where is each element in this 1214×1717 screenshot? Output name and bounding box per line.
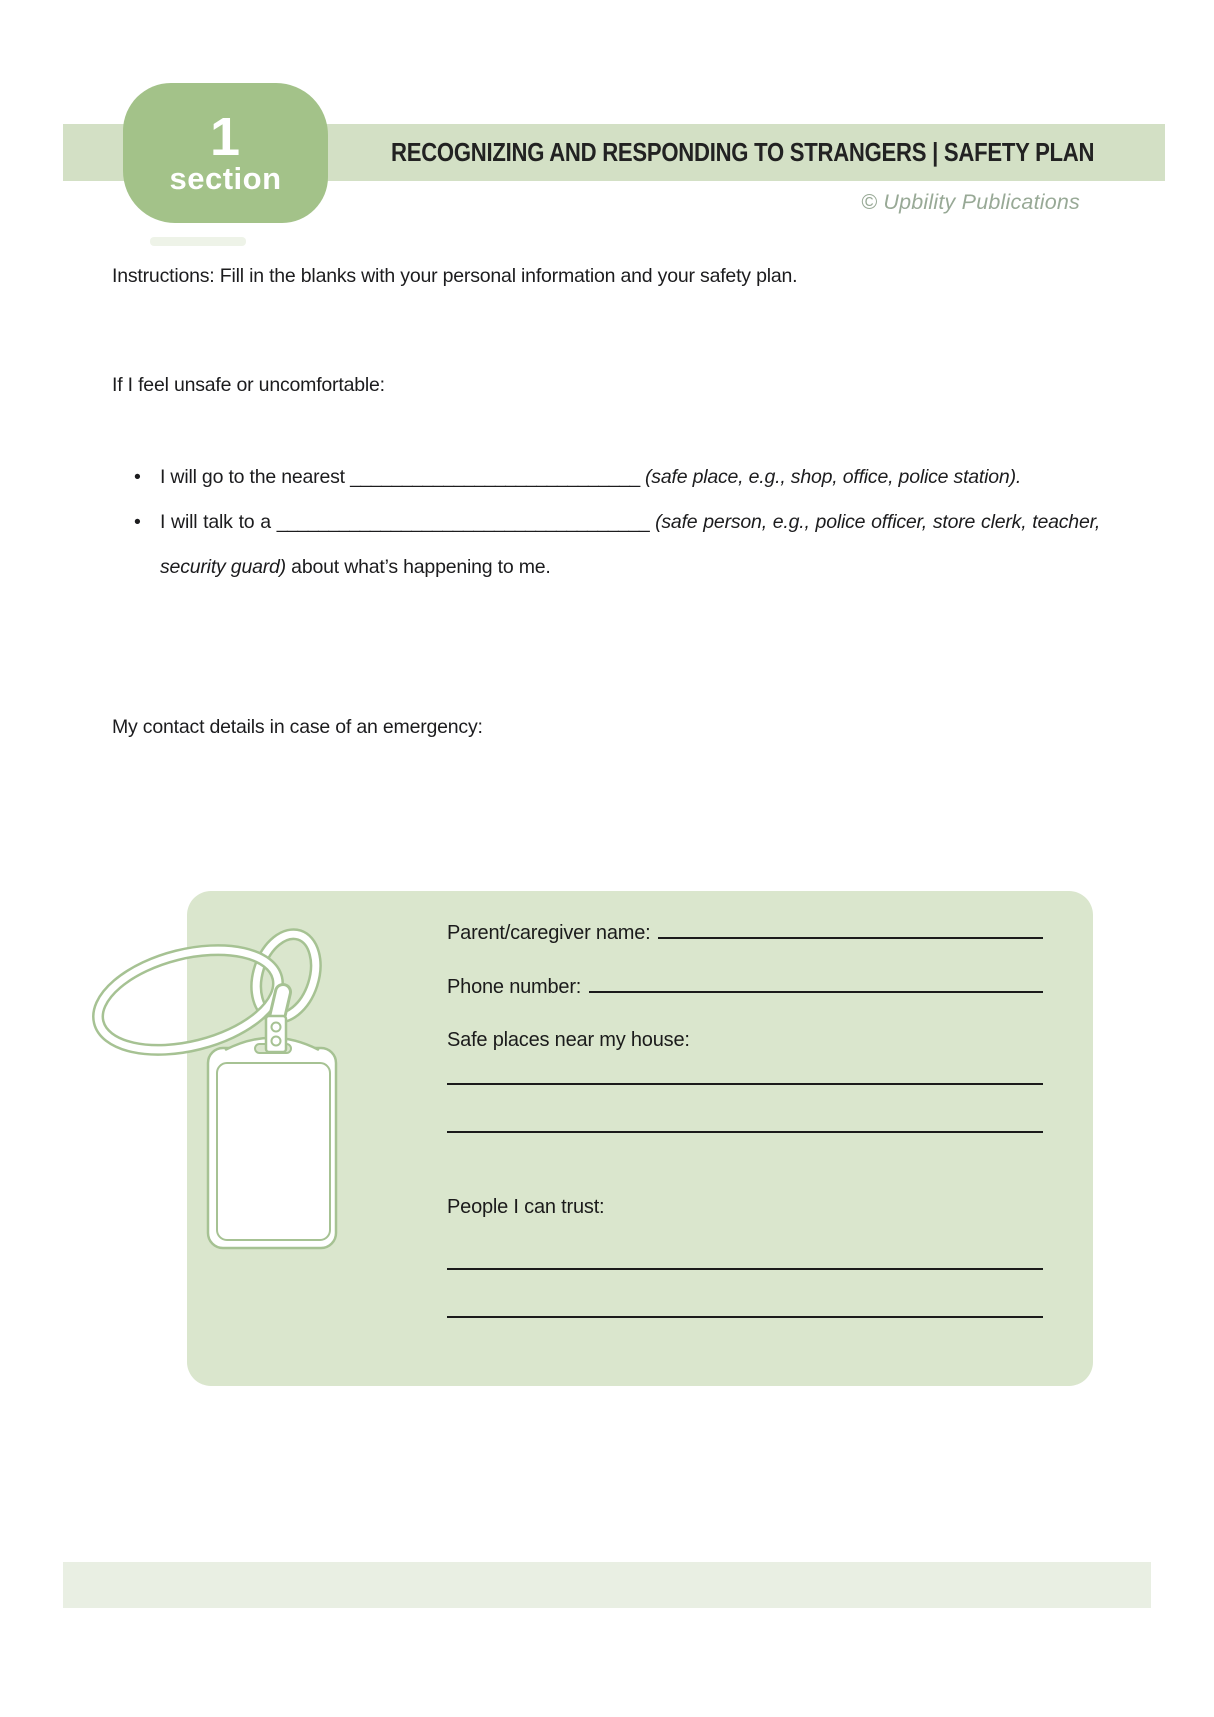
list-item: [112, 455, 1100, 500]
prompt-text: If I feel unsafe or uncomfortable:: [112, 374, 385, 396]
contact-heading: My contact details in case of an emergency:: [112, 716, 483, 738]
write-in-line: [447, 1316, 1043, 1318]
write-in-line: [447, 1131, 1043, 1133]
footer-band: [63, 1562, 1151, 1608]
field-people-trust-label: People I can trust:: [447, 1196, 605, 1218]
bullet-icon: •: [134, 511, 141, 533]
page-title: RECOGNIZING AND RESPONDING TO STRANGERS | SAFETY PLAN: [391, 137, 1095, 167]
section-badge: [123, 83, 328, 223]
fill-in-blank: ____________________________________: [276, 511, 650, 533]
bullet-lead: I will go to the nearest: [160, 466, 345, 488]
write-in-line: [447, 1083, 1043, 1085]
bullet-tail: about what’s happening to me.: [285, 556, 551, 578]
field-safe-places-label: Safe places near my house:: [447, 1029, 690, 1051]
bullet-hint: (safe place, e.g., shop, office, police station).: [645, 466, 1022, 488]
fill-in-blank: ____________________________: [350, 466, 640, 488]
section-label: section: [169, 161, 282, 197]
lanyard-badge-icon: [80, 860, 350, 1260]
list-item: [112, 500, 1100, 590]
bullet-lead: I will talk to a: [160, 511, 271, 533]
bullet-icon: •: [134, 466, 141, 488]
write-in-line: [589, 975, 1043, 993]
field-label: Phone number:: [447, 976, 582, 998]
write-in-line: [447, 1268, 1043, 1270]
field-label: Parent/caregiver name:: [447, 922, 651, 944]
instructions-text: Instructions: Fill in the blanks with your personal information and your safety plan.: [112, 265, 798, 287]
field-phone-number: [447, 975, 1043, 999]
write-in-line: [658, 921, 1043, 939]
section-badge-shadow: [150, 237, 246, 246]
copyright-note: © Upbility Publications: [861, 190, 1080, 214]
safety-steps-list: [112, 455, 1100, 590]
field-parent-name: [447, 921, 1065, 945]
section-number: 1: [209, 106, 242, 167]
bullet-hint: (safe person, e.g., police officer, store clerk, teacher, security guard): [160, 511, 1101, 578]
